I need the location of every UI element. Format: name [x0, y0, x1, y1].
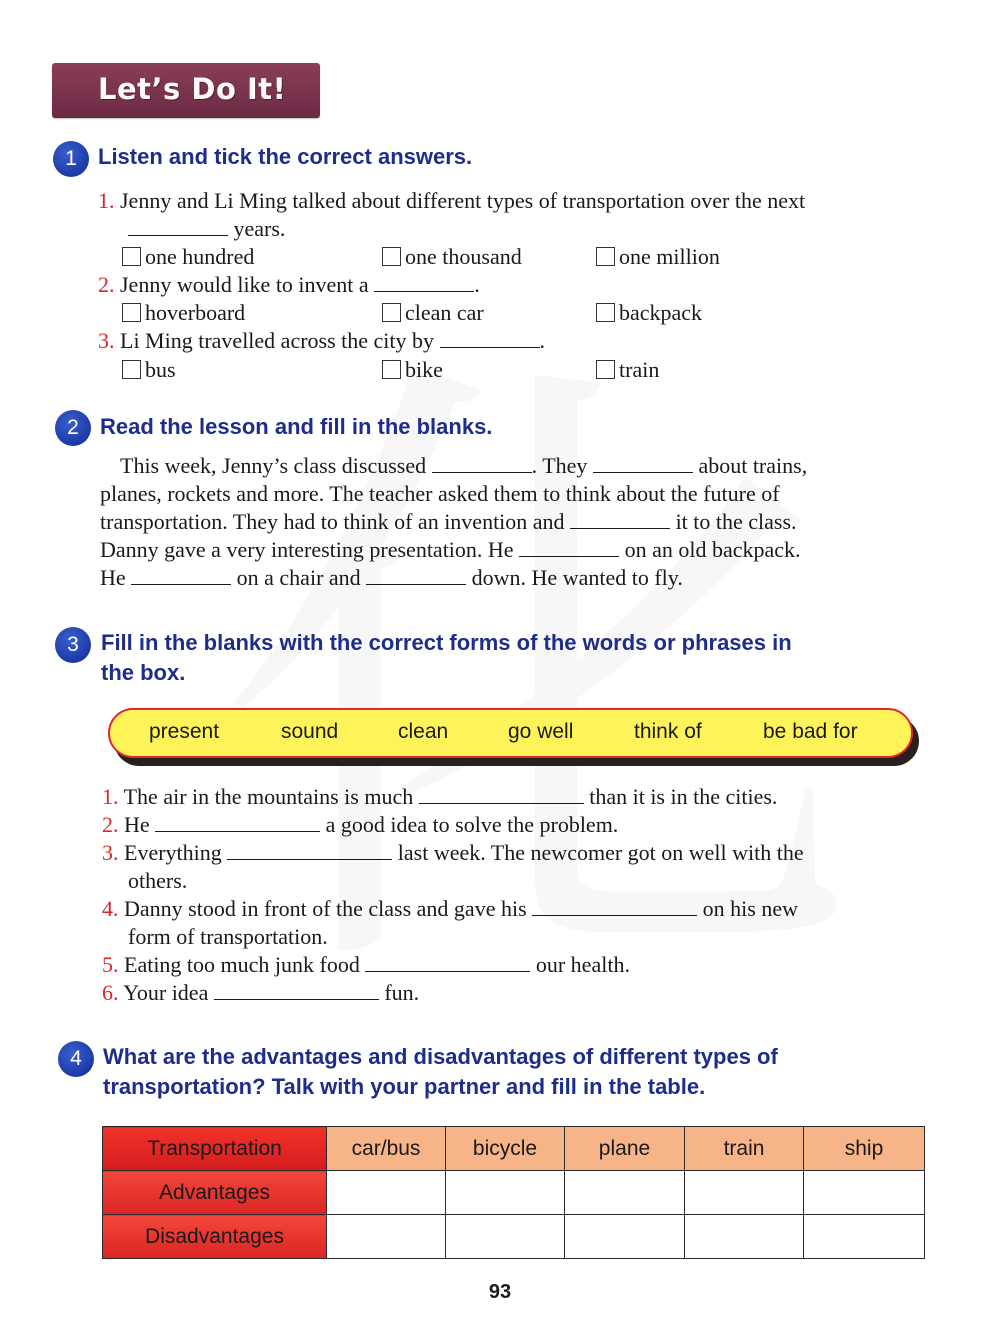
table-header-cell: ship: [804, 1127, 925, 1171]
s3-item-4: 4. Danny stood in front of the class and gave his on his new: [102, 896, 798, 921]
section-3-number: 3: [55, 627, 91, 663]
lesson-banner: [52, 63, 320, 118]
word-box-item: be bad for: [763, 720, 858, 743]
s1-question-2: 2. Jenny would like to invent a .: [98, 272, 480, 297]
s3-item-4-cont: form of transportation.: [128, 924, 328, 949]
table-row: [103, 1171, 925, 1215]
s1-q3-option-b[interactable]: bike: [382, 356, 443, 384]
table-header-cell: train: [685, 1127, 804, 1171]
s1-question-1-cont: years.: [128, 215, 285, 243]
table-cell[interactable]: [446, 1215, 565, 1259]
table-header-cell: bicycle: [446, 1127, 565, 1171]
s3-item-3-cont: others.: [128, 868, 188, 893]
s2-paragraph-line-3: transportation. They had to think of an invention and it to the class.: [100, 509, 797, 534]
word-box-item: go well: [508, 720, 574, 743]
section-1-title: Listen and tick the correct answers.: [98, 144, 473, 169]
table-cell[interactable]: [804, 1171, 925, 1215]
s1-q1-option-a[interactable]: one hundred: [122, 243, 254, 271]
word-box-item: present: [149, 720, 220, 743]
section-3-title-line-1: Fill in the blanks with the correct forms of the words or phrases in: [101, 630, 792, 655]
table-cell[interactable]: [327, 1171, 446, 1215]
section-1-number: 1: [53, 141, 89, 177]
s1-q2-option-a[interactable]: hoverboard: [122, 299, 245, 327]
answer-blank[interactable]: [374, 271, 474, 292]
s2-paragraph-line-5: He on a chair and down. He wanted to fly.: [100, 565, 683, 590]
answer-blank[interactable]: [214, 979, 379, 1000]
table-header-cell: Transportation: [103, 1127, 327, 1171]
s1-q1-option-b[interactable]: one thousand: [382, 243, 522, 271]
s1-q2-option-b[interactable]: clean car: [382, 299, 484, 327]
table-row-label: Disadvantages: [103, 1215, 327, 1259]
section-2-number: 2: [55, 410, 91, 446]
checkbox[interactable]: [122, 360, 141, 379]
answer-blank[interactable]: [419, 783, 584, 804]
s1-q1-option-c[interactable]: one million: [596, 243, 720, 271]
checkbox[interactable]: [382, 303, 401, 322]
table-cell[interactable]: [565, 1215, 685, 1259]
word-box-item: sound: [281, 720, 339, 743]
table-cell[interactable]: [565, 1171, 685, 1215]
table-header-cell: plane: [565, 1127, 685, 1171]
page-number: 93: [488, 1281, 512, 1303]
answer-blank[interactable]: [440, 327, 540, 348]
s1-question-3: 3. Li Ming travelled across the city by .: [98, 328, 546, 353]
answer-blank[interactable]: [519, 536, 619, 557]
table-row: [103, 1215, 925, 1259]
answer-blank[interactable]: [532, 895, 697, 916]
word-box-item: think of: [634, 720, 702, 743]
checkbox[interactable]: [382, 360, 401, 379]
answer-blank[interactable]: [593, 452, 693, 473]
answer-blank[interactable]: [366, 564, 466, 585]
s3-item-3: 3. Everything last week. The newcomer got on well with the: [102, 840, 804, 865]
section-4-title-line-1: What are the advantages and disadvantages of different types of: [103, 1044, 778, 1069]
s2-paragraph-line-4: Danny gave a very interesting presentation. He on an old backpack.: [100, 537, 801, 562]
answer-blank[interactable]: [131, 564, 231, 585]
answer-blank[interactable]: [570, 508, 670, 529]
s1-q2-option-c[interactable]: backpack: [596, 299, 702, 327]
table-cell[interactable]: [685, 1171, 804, 1215]
checkbox[interactable]: [596, 247, 615, 266]
s2-paragraph-line-1: This week, Jenny’s class discussed . They about trains,: [120, 453, 808, 478]
s2-paragraph-line-2: planes, rockets and more. The teacher asked them to think about the future of: [100, 481, 780, 506]
checkbox[interactable]: [382, 247, 401, 266]
s3-item-6: 6. Your idea fun.: [102, 980, 420, 1005]
checkbox[interactable]: [122, 303, 141, 322]
table-cell[interactable]: [327, 1215, 446, 1259]
s1-question-1: 1. Jenny and Li Ming talked about different types of transportation over the next: [98, 188, 806, 213]
banner-title: Let’s Do It!: [98, 72, 287, 106]
s1-q3-option-c[interactable]: train: [596, 356, 659, 384]
table-header-row: [103, 1127, 925, 1171]
transportation-table: [102, 1126, 925, 1259]
table-cell[interactable]: [446, 1171, 565, 1215]
s3-item-5: 5. Eating too much junk food our health.: [102, 952, 630, 977]
checkbox[interactable]: [596, 360, 615, 379]
answer-blank[interactable]: [432, 452, 532, 473]
table-row-label: Advantages: [103, 1171, 327, 1215]
s3-item-2: 2. He a good idea to solve the problem.: [102, 812, 619, 837]
table-cell[interactable]: [804, 1215, 925, 1259]
answer-blank[interactable]: [155, 811, 320, 832]
word-box-item: clean: [398, 720, 449, 743]
checkbox[interactable]: [122, 247, 141, 266]
section-2-title: Read the lesson and fill in the blanks.: [100, 414, 493, 439]
section-4-title-line-2: transportation? Talk with your partner and fill in the table.: [103, 1074, 706, 1099]
table-cell[interactable]: [685, 1215, 804, 1259]
answer-blank[interactable]: [128, 215, 228, 236]
s3-item-1: 1. The air in the mountains is much than it is in the cities.: [102, 784, 778, 809]
answer-blank[interactable]: [365, 951, 530, 972]
table-header-cell: car/bus: [327, 1127, 446, 1171]
answer-blank[interactable]: [227, 839, 392, 860]
checkbox[interactable]: [596, 303, 615, 322]
section-3-title-line-2: the box.: [101, 660, 186, 685]
section-4-number: 4: [58, 1041, 94, 1077]
s1-q3-option-a[interactable]: bus: [122, 356, 176, 384]
